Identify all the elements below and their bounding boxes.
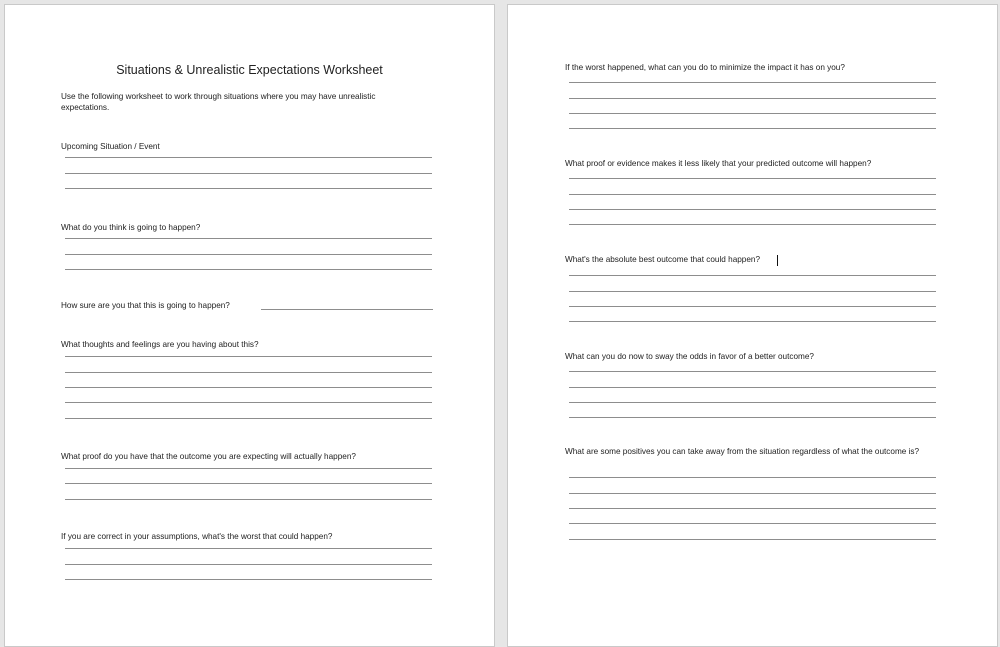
answer-line[interactable] xyxy=(65,418,432,419)
answer-line[interactable] xyxy=(65,579,432,580)
worksheet-intro: Use the following worksheet to work through situations where you may have unrealistic expectations. xyxy=(61,92,376,112)
answer-line[interactable] xyxy=(569,402,936,403)
question-label: What are some positives you can take away from the situation regardless of what the outcome is? xyxy=(565,447,920,456)
answer-line[interactable] xyxy=(65,269,432,270)
worksheet-page-1 xyxy=(4,4,495,647)
answer-line[interactable] xyxy=(569,306,936,307)
question-label: If the worst happened, what can you do to minimize the impact it has on you? xyxy=(565,63,845,72)
answer-line[interactable] xyxy=(569,275,936,276)
answer-line[interactable] xyxy=(569,82,936,83)
question-label: What's the absolute best outcome that could happen? xyxy=(565,255,761,264)
answer-line[interactable] xyxy=(65,548,432,549)
answer-line[interactable] xyxy=(65,238,432,239)
question-label-how-sure: How sure are you that this is going to happen? xyxy=(61,301,230,310)
answer-line[interactable] xyxy=(569,508,936,509)
answer-line[interactable] xyxy=(65,188,432,189)
answer-line[interactable] xyxy=(569,128,936,129)
question-label: What do you think is going to happen? xyxy=(61,223,201,232)
answer-line[interactable] xyxy=(569,113,936,114)
answer-line[interactable] xyxy=(65,387,432,388)
answer-line[interactable] xyxy=(569,194,936,195)
question-label: What thoughts and feelings are you having about this? xyxy=(61,340,259,349)
answer-line[interactable] xyxy=(569,477,936,478)
answer-line[interactable] xyxy=(65,499,432,500)
answer-line-how-sure[interactable] xyxy=(261,309,433,310)
answer-line[interactable] xyxy=(65,402,432,403)
answer-line[interactable] xyxy=(569,523,936,524)
answer-line[interactable] xyxy=(569,178,936,179)
answer-line[interactable] xyxy=(65,468,432,469)
answer-line[interactable] xyxy=(65,356,432,357)
answer-line[interactable] xyxy=(65,157,432,158)
text-cursor xyxy=(777,255,778,266)
answer-line[interactable] xyxy=(569,539,936,540)
answer-line[interactable] xyxy=(569,387,936,388)
answer-line[interactable] xyxy=(65,483,432,484)
question-label: If you are correct in your assumptions, what's the worst that could happen? xyxy=(61,532,333,541)
answer-line[interactable] xyxy=(65,173,432,174)
question-label: Upcoming Situation / Event xyxy=(61,142,160,151)
answer-line[interactable] xyxy=(569,224,936,225)
question-label: What proof do you have that the outcome you are expecting will actually happen? xyxy=(61,452,356,461)
answer-line[interactable] xyxy=(569,493,936,494)
answer-line[interactable] xyxy=(569,417,936,418)
answer-line[interactable] xyxy=(569,98,936,99)
answer-line[interactable] xyxy=(569,209,936,210)
answer-line[interactable] xyxy=(569,291,936,292)
worksheet-page-2 xyxy=(507,4,998,647)
worksheet-title: Situations & Unrealistic Expectations Worksheet xyxy=(116,63,383,77)
answer-line[interactable] xyxy=(65,372,432,373)
answer-line[interactable] xyxy=(569,321,936,322)
answer-line[interactable] xyxy=(65,254,432,255)
question-label: What can you do now to sway the odds in favor of a better outcome? xyxy=(565,352,814,361)
answer-line[interactable] xyxy=(569,371,936,372)
question-label: What proof or evidence makes it less likely that your predicted outcome will happen? xyxy=(565,159,872,168)
answer-line[interactable] xyxy=(65,564,432,565)
